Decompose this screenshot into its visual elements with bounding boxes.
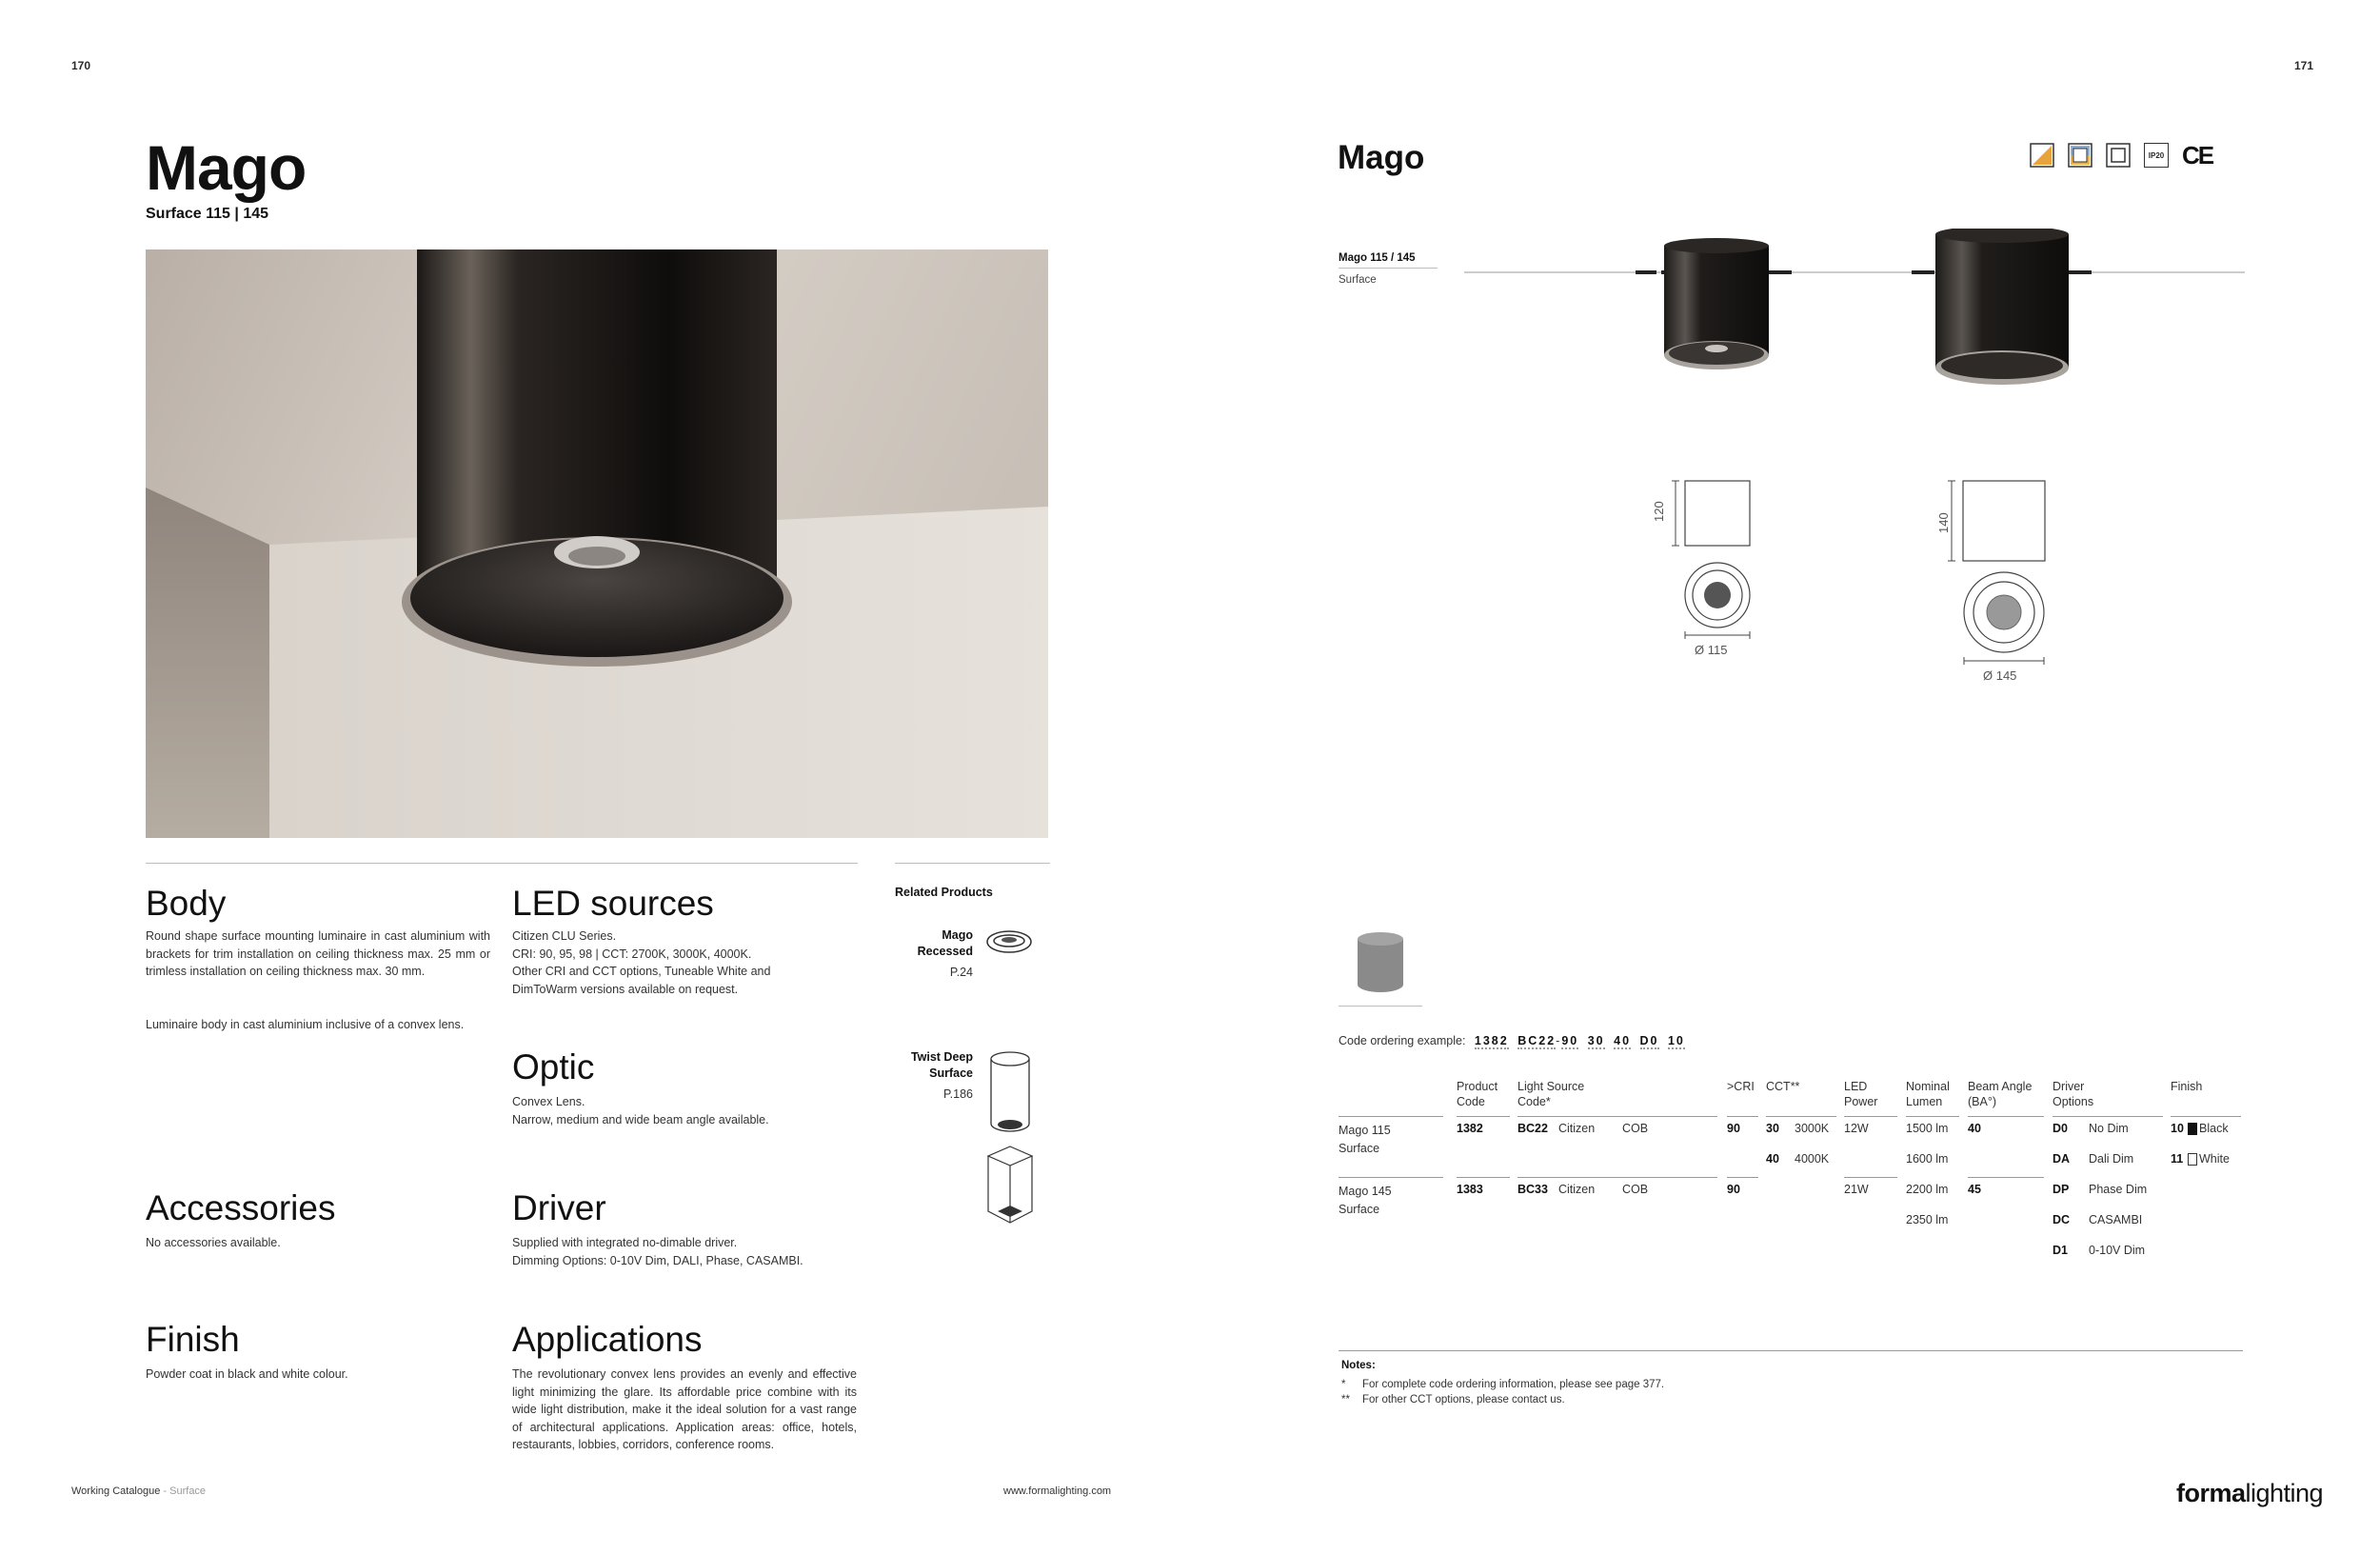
header-cct: CCT**: [1766, 1080, 1800, 1093]
heading-driver: Driver: [512, 1188, 606, 1227]
row2-led-power: 21W: [1844, 1183, 1869, 1196]
related-item-name[interactable]: Mago Recessed: [917, 928, 973, 958]
drawing-145: [1931, 476, 2083, 686]
twist-deep-square-icon: [984, 1143, 1036, 1228]
finish-code: 10: [2171, 1122, 2184, 1135]
product-title-right: Mago: [1338, 139, 1425, 176]
code-segment: 1382: [1474, 1034, 1509, 1047]
diameter-label-115: Ø 115: [1695, 643, 1728, 657]
code-segment: 10: [1667, 1034, 1685, 1047]
table-rule: [1844, 1116, 1897, 1117]
table-rule: [1968, 1116, 2044, 1117]
driver-name: Dali Dim: [2089, 1152, 2134, 1166]
body-text: Round shape surface mounting luminaire in cast aluminium with brackets for trim installation on ceiling thickness max. 25 mm or trimless installation on ceiling thickness max. 30 mm.: [146, 929, 490, 978]
row2-beam-angle: 45: [1968, 1183, 1981, 1196]
mago-recessed-icon: [985, 929, 1033, 954]
model-divider: [1339, 268, 1438, 269]
brand-logo-bold: forma: [2176, 1479, 2246, 1507]
row1-model: Mago 115 Surface: [1339, 1124, 1391, 1155]
table-rule: [1968, 1177, 2044, 1178]
lumen-value: 2200 lm: [1906, 1183, 1949, 1196]
row1-cri: 90: [1727, 1122, 1740, 1135]
lumen-value: 1500 lm: [1906, 1122, 1949, 1135]
heading-applications: Applications: [512, 1320, 703, 1359]
row2-light-source-code: BC33: [1517, 1183, 1548, 1196]
lumen-value: 1600 lm: [1906, 1152, 1949, 1166]
footer-separator: -: [160, 1485, 170, 1497]
cct-code: 30: [1766, 1122, 1779, 1135]
header-led-power: LED Power: [1844, 1080, 1878, 1108]
table-rule: [1517, 1177, 1717, 1178]
row1-light-source-code: BC22: [1517, 1122, 1548, 1135]
dimmable-icon: [2030, 143, 2054, 168]
table-rule: [1339, 1177, 1443, 1178]
product-renders: [1464, 229, 2245, 400]
footer-catalogue-label: Working Catalogue: [71, 1485, 161, 1497]
driver-code: DC: [2053, 1213, 2071, 1226]
code-ordering-example: [1339, 1034, 1685, 1047]
ce-icon: [2182, 143, 2212, 168]
product-title: Mago: [146, 132, 307, 203]
cct-code: 40: [1766, 1152, 1779, 1166]
cct-value: 4000K: [1795, 1152, 1830, 1166]
lumen-value: 2350 lm: [1906, 1213, 1949, 1226]
twist-deep-cylinder-icon: [986, 1049, 1034, 1135]
ip20-icon: [2144, 143, 2169, 168]
note-2-marker: **: [1341, 1394, 1350, 1405]
row2-light-source-type: COB: [1622, 1183, 1649, 1196]
table-rule: [1457, 1116, 1510, 1117]
code-segment: BC22: [1517, 1034, 1557, 1047]
header-driver-options: Driver Options: [2053, 1080, 2094, 1108]
heading-led-sources: LED sources: [512, 884, 714, 923]
driver-code: DP: [2053, 1183, 2070, 1196]
driver-text: Supplied with integrated no-dimable driver. Dimming Options: 0-10V Dim, DALI, Phase, CASAMBI.: [512, 1236, 803, 1267]
row1-product-code: 1382: [1457, 1122, 1483, 1135]
related-products-heading: Related Products: [895, 886, 993, 899]
thumbnail-divider: [1339, 1006, 1422, 1007]
code-segment: D0: [1639, 1034, 1659, 1047]
row1-beam-angle: 40: [1968, 1122, 1981, 1135]
heading-accessories: Accessories: [146, 1188, 336, 1227]
table-rule: [1906, 1116, 1959, 1117]
class-ii-icon: [2106, 143, 2131, 168]
finish-text: Powder coat in black and white colour.: [146, 1367, 348, 1381]
footer-section: Surface: [169, 1485, 207, 1497]
header-product-code: Product Code: [1457, 1080, 1498, 1108]
table-rule: [1339, 1116, 1443, 1117]
footer-url[interactable]: www.formalighting.com: [1003, 1485, 1112, 1497]
code-segment: 90: [1561, 1034, 1579, 1047]
cct-value: 3000K: [1795, 1122, 1830, 1135]
row1-light-source-name: Citizen: [1558, 1122, 1596, 1135]
notes-heading: Notes:: [1341, 1360, 1376, 1371]
notes-divider: [1339, 1350, 2243, 1351]
note-2: For other CCT options, please contact us.: [1362, 1394, 1565, 1405]
row1-light-source-type: COB: [1622, 1122, 1649, 1135]
driver-name: 0-10V Dim: [2089, 1244, 2146, 1257]
heading-optic: Optic: [512, 1047, 595, 1087]
table-rule: [1766, 1116, 1836, 1117]
header-beam-angle: Beam Angle (BA°): [1968, 1080, 2033, 1108]
heading-finish: Finish: [146, 1320, 240, 1359]
product-photo: [146, 249, 1048, 838]
ip20-label: IP20: [2148, 150, 2165, 160]
finish-name: Black: [2199, 1122, 2229, 1135]
brand-logo-light: lighting: [2245, 1479, 2324, 1507]
led-sources-text: Citizen CLU Series. CRI: 90, 95, 98 | CCT: 2700K, 3000K, 4000K. Other CRI and CCT options, Tuneable White and DimToWarm versions available on request.: [512, 929, 771, 996]
page-number-right: 171: [2294, 59, 2314, 72]
row2-cri: 90: [1727, 1183, 1740, 1196]
body-text-2: Luminaire body in cast aluminium inclusive of a convex lens.: [146, 1018, 465, 1031]
note-1: For complete code ordering information, please see page 377.: [1362, 1379, 1665, 1390]
driver-name: Phase Dim: [2089, 1183, 2148, 1196]
table-rule: [1727, 1177, 1758, 1178]
page-number-left: 170: [71, 59, 91, 72]
accessories-text: No accessories available.: [146, 1236, 281, 1249]
ce-label: CE: [2182, 141, 2213, 169]
finish-swatch-white: [2188, 1153, 2197, 1166]
table-rule: [1457, 1177, 1510, 1178]
related-item-page: P.24: [949, 966, 973, 979]
footer-catalogue: [71, 1485, 206, 1497]
row1-led-power: 12W: [1844, 1122, 1869, 1135]
model-type: Surface: [1339, 274, 1377, 286]
driver-name: CASAMBI: [2089, 1213, 2143, 1226]
certification-icons: [2030, 143, 2212, 168]
row2-product-code: 1383: [1457, 1183, 1483, 1196]
heading-body: Body: [146, 884, 227, 923]
product-subtitle: Surface 115 | 145: [146, 206, 269, 222]
related-item-name[interactable]: Twist Deep Surface: [910, 1050, 973, 1080]
table-rule: [1844, 1177, 1897, 1178]
header-cri: >CRI: [1727, 1080, 1755, 1093]
table-rule: [1517, 1116, 1717, 1117]
driver-code: D1: [2053, 1244, 2068, 1257]
diameter-label-145: Ø 145: [1983, 668, 2017, 683]
model-name: Mago 115 / 145: [1339, 252, 1416, 264]
table-rule: [1727, 1116, 1758, 1117]
divider-related: [895, 863, 1050, 864]
table-rule: [2171, 1116, 2241, 1117]
divider-main: [146, 863, 858, 864]
header-finish: Finish: [2171, 1080, 2203, 1093]
table-rule: [2053, 1116, 2163, 1117]
height-label-145: 140: [1936, 512, 1951, 533]
row2-light-source-name: Citizen: [1558, 1183, 1596, 1196]
finish-name: White: [2199, 1152, 2230, 1166]
code-example-label: Code ordering example:: [1339, 1034, 1466, 1047]
code-segment: 30: [1587, 1034, 1605, 1047]
height-label-115: 120: [1652, 501, 1666, 522]
code-separator: -: [1556, 1034, 1560, 1047]
brand-logo: [2176, 1479, 2323, 1508]
driver-name: No Dim: [2089, 1122, 2129, 1135]
applications-text: The revolutionary convex lens provides an evenly and effective light minimizing the glare. Its affordable price combine with its wide light distribution, make it the ideal solution for a vast range of architectural applications. Application areas: office, hotels, restaurants, lobbies, corridors, conference rooms.: [512, 1367, 857, 1451]
note-1-marker: *: [1341, 1379, 1346, 1390]
tunable-icon: [2068, 143, 2092, 168]
header-nominal-lumen: Nominal Lumen: [1906, 1080, 1950, 1108]
row2-model: Mago 145 Surface: [1339, 1185, 1392, 1216]
driver-code: D0: [2053, 1122, 2068, 1135]
header-light-source: Light Source Code*: [1517, 1080, 1585, 1108]
finish-swatch-black: [2188, 1123, 2197, 1135]
finish-code: 11: [2171, 1152, 2184, 1166]
driver-code: DA: [2053, 1152, 2071, 1166]
code-segment: 40: [1614, 1034, 1632, 1047]
related-item-page: P.186: [942, 1087, 973, 1101]
product-thumbnail-icon: [1352, 929, 1409, 998]
optic-text: Convex Lens. Narrow, medium and wide beam angle available.: [512, 1095, 769, 1126]
